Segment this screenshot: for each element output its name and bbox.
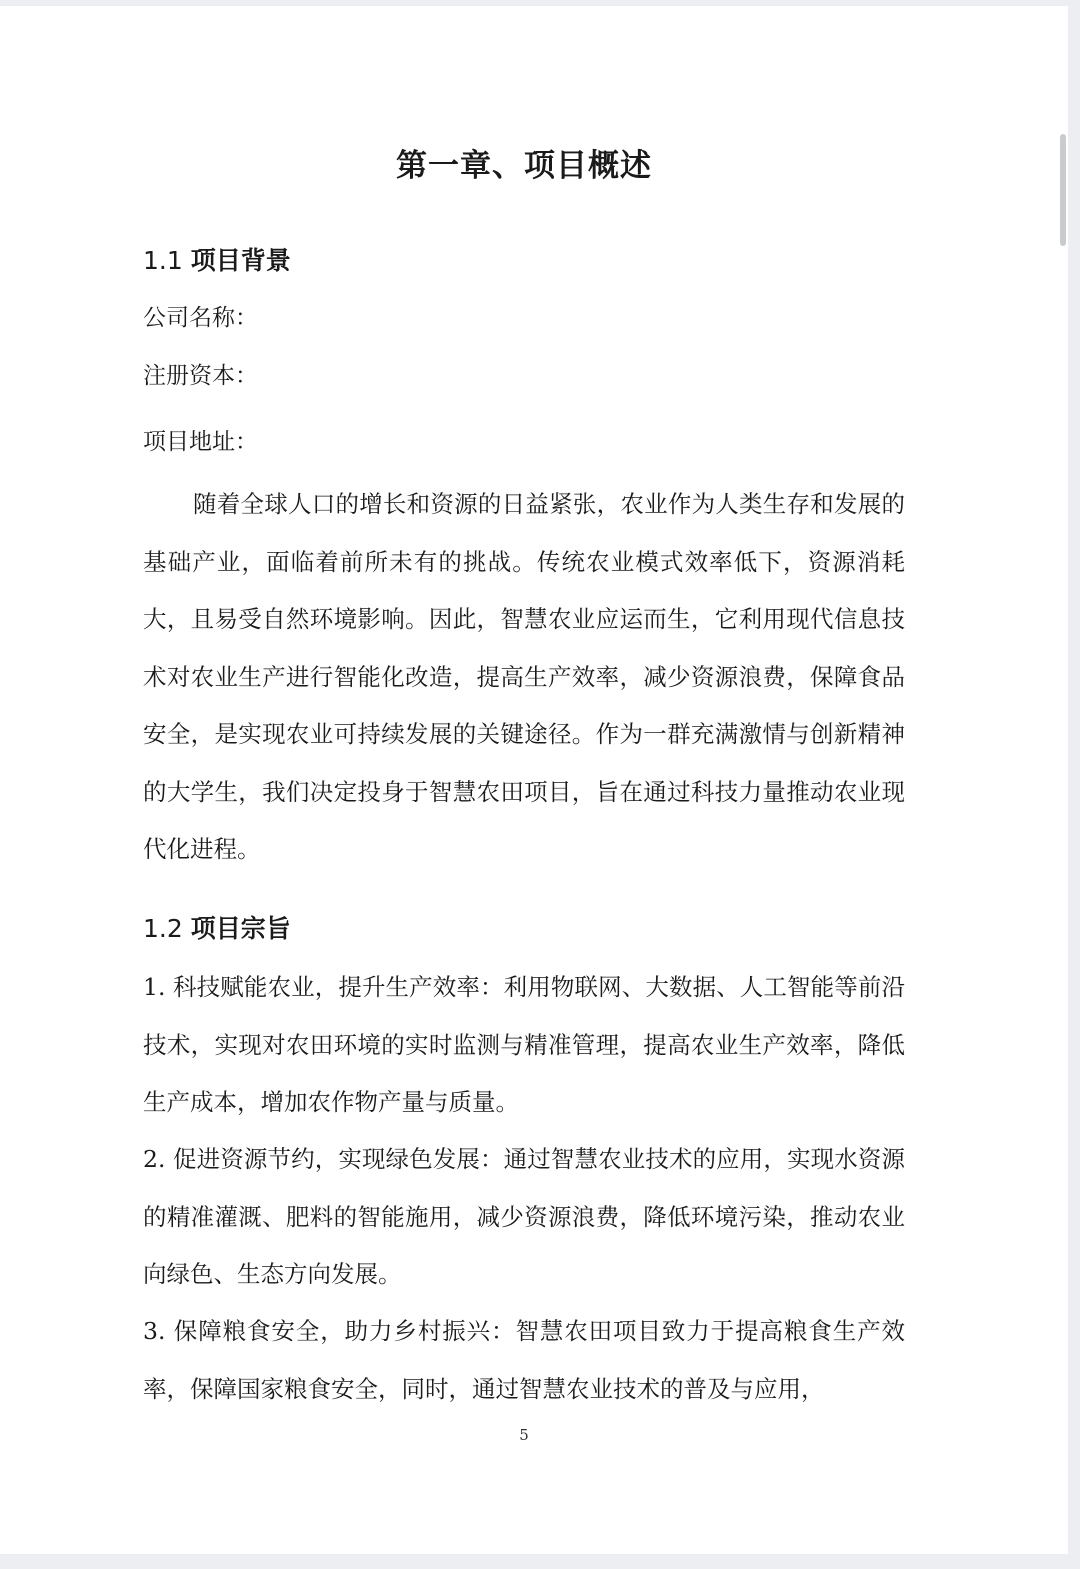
document-page <box>0 6 1068 1554</box>
purpose-item-3: 3. 保障粮食安全，助力乡村振兴：智慧农田项目致力于提高粮食生产效率，保障国家粮食安全，同时，通过智慧农业技术的普及与应用， <box>143 1317 905 1403</box>
page-number: 5 <box>519 1426 529 1444</box>
scrollbar-thumb[interactable] <box>1060 134 1066 246</box>
project-address-field: 项目地址： <box>143 429 258 455</box>
registered-capital-field: 注册资本： <box>143 363 258 389</box>
chapter-title: 第一章、项目概述 <box>396 148 652 184</box>
purpose-item-2: 2. 促进资源节约，实现绿色发展：通过智慧农业技术的应用，实现水资源的精准灌溉、肥料的智能施用，减少资源浪费，降低环境污染，推动农业向绿色、生态方向发展。 <box>143 1145 905 1288</box>
section-heading-purpose <box>143 912 291 946</box>
section-title: 项目背景 <box>190 246 291 275</box>
purpose-item-1: 1. 科技赋能农业，提升生产效率：利用物联网、大数据、人工智能等前沿技术，实现对农田环境的实时监测与精准管理，提高农业生产效率，降低生产成本，增加农作物产量与质量。 <box>143 973 905 1116</box>
company-name-field: 公司名称： <box>143 305 258 331</box>
section-title: 项目宗旨 <box>190 914 291 943</box>
section-number: 1.1 <box>143 246 183 275</box>
section-heading-background <box>143 244 291 278</box>
section-number: 1.2 <box>143 914 183 943</box>
background-paragraph: 随着全球人口的增长和资源的日益紧张，农业作为人类生存和发展的基础产业，面临着前所未有的挑战。传统农业模式效率低下，资源消耗大，且易受自然环境影响。因此，智慧农业应运而生，它利用现代信息技术对农业生产进行智能化改造，提高生产效率，减少资源浪费，保障食品安全，是实现农业可持续发展的关键途径。作为一群充满激情与创新精神的大学生，我们决定投身于智慧农田项目，旨在通过科技力量推动农业现代化进程。 <box>143 490 905 863</box>
